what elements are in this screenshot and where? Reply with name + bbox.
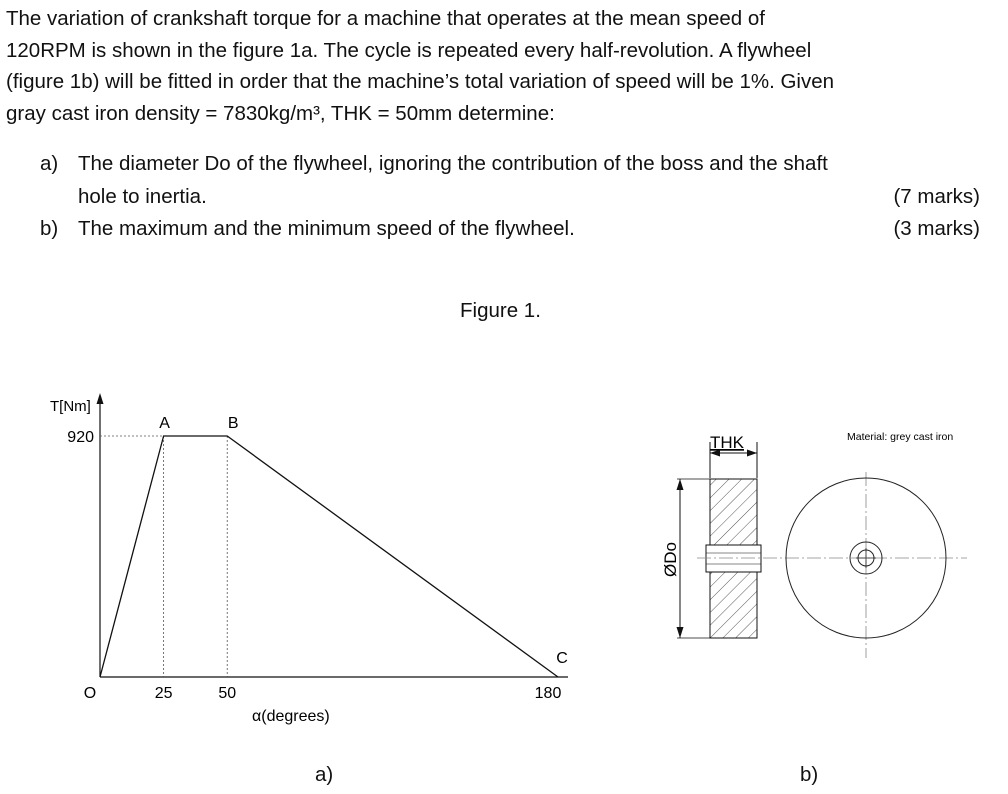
x-axis-label: α(degrees) bbox=[252, 708, 330, 725]
rim-section-bottom bbox=[710, 572, 757, 638]
x-tick-label: 180 bbox=[534, 685, 562, 702]
figure-title: Figure 1. bbox=[460, 299, 541, 322]
thk-label: THK bbox=[710, 433, 744, 452]
diameter-label: ØDo bbox=[661, 542, 680, 577]
question-marks: (7 marks) bbox=[893, 184, 980, 208]
problem-line: gray cast iron density = 7830kg/m³, THK = 50mm determine: bbox=[6, 101, 555, 125]
point-label-b: B bbox=[227, 415, 239, 432]
point-label-c: C bbox=[556, 650, 568, 667]
y-axis-arrow-icon bbox=[97, 393, 104, 404]
caption-b: b) bbox=[800, 763, 819, 786]
x-tick-label: O bbox=[83, 685, 97, 702]
question-text: The maximum and the minimum speed of the flywheel. bbox=[78, 217, 575, 240]
problem-line: 120RPM is shown in the figure 1a. The cycle is repeated every half-revolution. A flywheel bbox=[6, 38, 812, 62]
problem-line: The variation of crankshaft torque for a machine that operates at the mean speed of bbox=[6, 7, 765, 30]
question-text-continued: hole to inertia. bbox=[78, 184, 207, 208]
thk-arrow-right-icon bbox=[747, 450, 757, 457]
torque-chart bbox=[0, 380, 600, 730]
question-letter: a) bbox=[40, 152, 59, 175]
do-arrow-bottom-icon bbox=[677, 627, 684, 638]
caption-a: a) bbox=[315, 763, 334, 786]
problem-statement bbox=[6, 3, 1002, 129]
do-arrow-top-icon bbox=[677, 479, 684, 490]
y-axis-label: T[Nm] bbox=[50, 398, 91, 415]
torque-curve bbox=[100, 436, 558, 677]
flywheel-drawing bbox=[635, 420, 1000, 680]
question-b bbox=[40, 213, 980, 246]
hub-section bbox=[706, 545, 761, 572]
question-text: The diameter Do of the flywheel, ignoring the contribution of the boss and the shaft bbox=[78, 152, 828, 175]
question-a bbox=[40, 148, 980, 213]
y-tick-label: 920 bbox=[67, 429, 94, 446]
material-note: Material: grey cast iron bbox=[847, 431, 954, 443]
point-label-a: A bbox=[159, 415, 170, 432]
question-list bbox=[40, 148, 980, 246]
x-tick-label: 50 bbox=[218, 685, 237, 702]
rim-section-top bbox=[710, 479, 757, 545]
question-letter: b) bbox=[40, 217, 59, 240]
question-marks: (3 marks) bbox=[893, 217, 980, 240]
x-tick-label: 25 bbox=[154, 685, 173, 702]
problem-line: (figure 1b) will be fitted in order that the machine’s total variation of speed will be 1%. Given bbox=[6, 70, 835, 93]
